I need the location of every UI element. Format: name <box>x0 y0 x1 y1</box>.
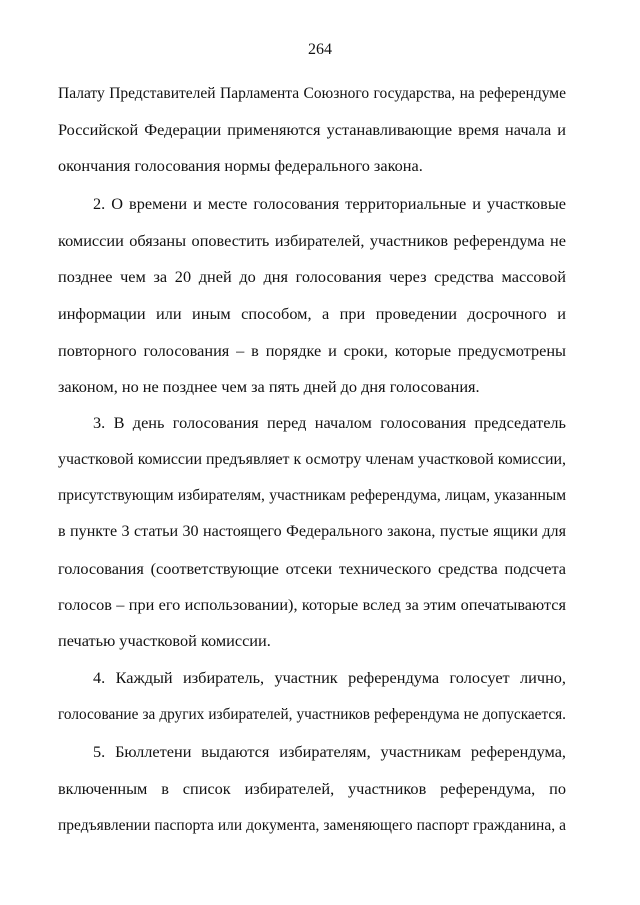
text-line: голосование за других избирателей, участников референдума не допускается. <box>58 706 566 723</box>
text-line: информации или иным способом, а при проведении досрочного и <box>58 304 566 323</box>
text-line: присутствующим избирателям, участникам референдума, лицам, указанным <box>58 487 566 504</box>
text-line: включенным в список избирателей, участников референдума, по <box>58 779 566 798</box>
text-line: в пункте 3 статьи 30 настоящего Федерального закона, пустые ящики для <box>58 523 566 540</box>
text-line: повторного голосования – в порядке и сроки, которые предусмотрены <box>58 341 566 360</box>
text-line: 4. Каждый избиратель, участник референдума голосует лично, <box>93 668 566 687</box>
text-line: голосования (соответствующие отсеки технического средства подсчета <box>58 559 566 578</box>
text-line: окончания голосования нормы федерального закона. <box>58 156 423 175</box>
page-number: 264 <box>308 41 332 58</box>
text-line: 5. Бюллетени выдаются избирателям, участникам референдума, <box>93 742 566 761</box>
text-line: комиссии обязаны оповестить избирателей, участников референдума не <box>58 231 566 250</box>
text-line: позднее чем за 20 дней до дня голосования через средства массовой <box>58 267 566 286</box>
text-line: печатью участковой комиссии. <box>58 631 271 650</box>
text-line: 2. О времени и месте голосования территориальные и участковые <box>93 194 566 213</box>
text-line: Российской Федерации применяются устанавливающие время начала и <box>58 120 566 139</box>
text-line: 3. В день голосования перед началом голосования председатель <box>93 413 566 432</box>
text-line: участковой комиссии предъявляет к осмотру членам участковой комиссии, <box>58 451 566 468</box>
text-line: голосов – при его использовании), которые вслед за этим опечатываются <box>58 595 566 614</box>
text-line: законом, но не позднее чем за пять дней до дня голосования. <box>58 377 480 396</box>
text-line: предъявлении паспорта или документа, заменяющего паспорт гражданина, а <box>58 817 566 834</box>
text-line: Палату Представителей Парламента Союзного государства, на референдуме <box>58 85 566 102</box>
